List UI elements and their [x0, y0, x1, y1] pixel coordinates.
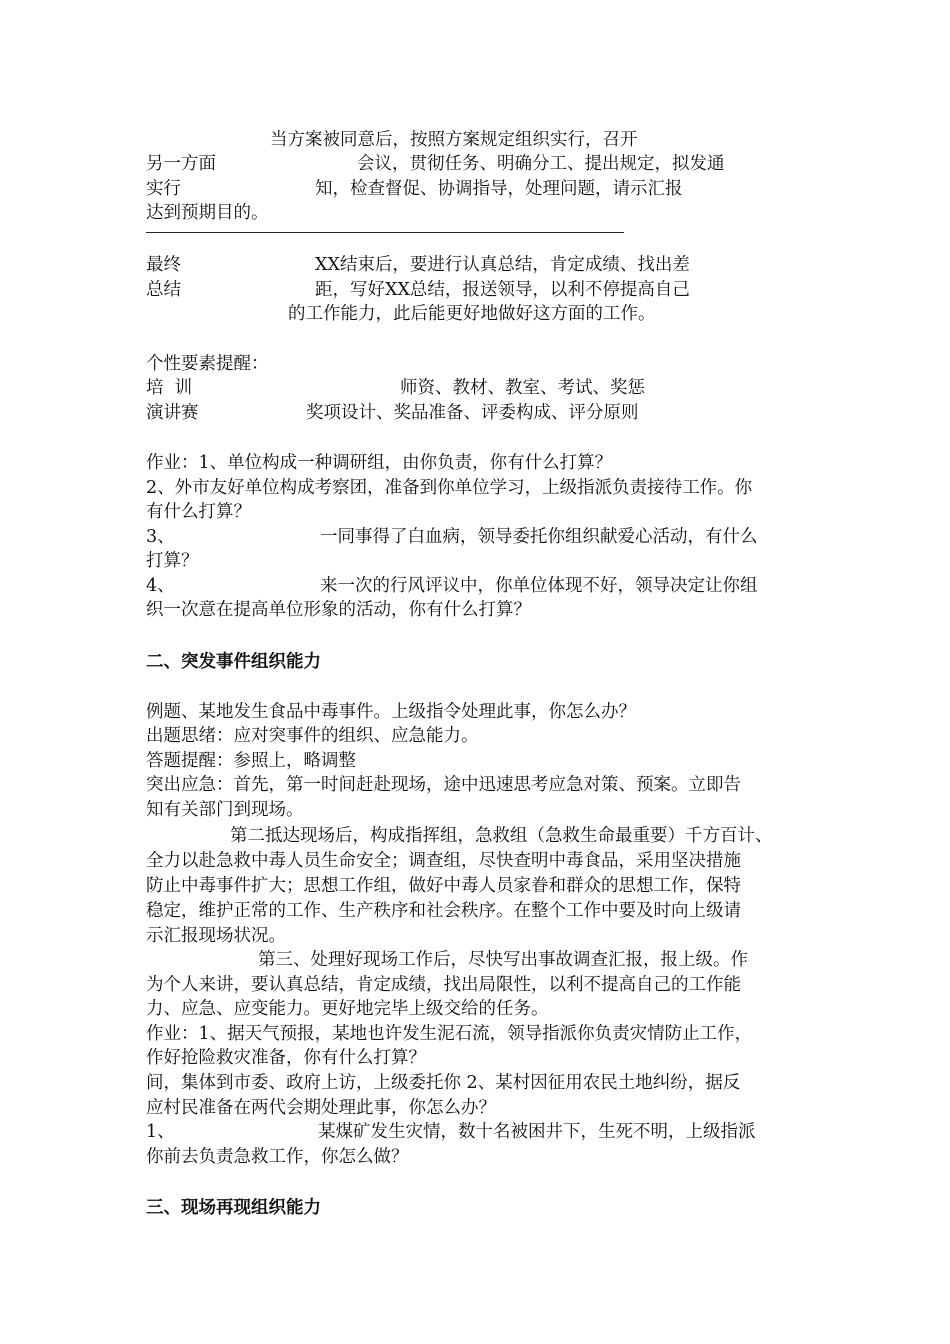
section2-line: 间，集体到市委、政府上访，上级委托你 2、某村因征用农民土地纠纷，据反: [146, 1073, 741, 1093]
section2-line: 知有关部门到现场。: [146, 800, 304, 820]
block1-left-label-3: 实行: [146, 179, 181, 199]
block1-line4: 达到预期目的。: [146, 203, 269, 223]
block1-left-label-2: 另一方面: [146, 154, 216, 174]
section2-line: 全力以赴急救中毒人员生命安全；调查组，尽快查明中毒食品，采用坚决措施: [146, 851, 741, 871]
reminder-text-training: 师资、教材、教室、考试、奖惩: [400, 378, 645, 398]
section2-line: 第二抵达现场后，构成指挥组，急救组（急救生命最重要）千方百计、: [230, 826, 773, 846]
homework1-line6: 来一次的行风评议中，你单位体现不好，领导决定让你组: [320, 576, 758, 596]
horizontal-rule: [146, 232, 624, 233]
section2-line: 答题提醒：参照上，略调整: [146, 751, 356, 771]
block2-line2: 距，写好XX总结，报送领导，以利不停提高自己: [315, 280, 690, 300]
section2-line: 出题思绪：应对突事件的组织、应急能力。: [146, 726, 479, 746]
homework1-line5: 打算？: [146, 551, 199, 571]
section2-line: 第三、处理好现场工作后，尽快写出事故调查汇报，报上级。作: [258, 950, 748, 970]
section2-line: 你前去负责急救工作，你怎么做？: [146, 1147, 409, 1167]
block1-line1: 当方案被同意后，按照方案规定组织实行，召开: [270, 130, 638, 150]
block2-line3: 的工作能力，此后能更好地做好这方面的工作。: [288, 304, 656, 324]
section2-line: 例题、某地发生食品中毒事件。上级指令处理此事，你怎么办？: [146, 702, 636, 722]
reminder-text-speech: 奖项设计、奖品准备、评委构成、评分原则: [306, 403, 639, 423]
section2-heading: 二、突发事件组织能力: [146, 652, 321, 672]
block1-line2: 会议，贯彻任务、明确分工、提出规定，拟发通: [357, 154, 725, 174]
section3-heading: 三、现场再现组织能力: [146, 1198, 321, 1218]
section2-line: 防止中毒事件扩大；思想工作组，做好中毒人员家眷和群众的思想工作，保特: [146, 876, 741, 896]
homework1-line1: 作业：1、单位构成一种调研组，由你负责，你有什么打算？: [146, 453, 613, 473]
reminder-title: 个性要素提醒：: [146, 354, 269, 374]
section2-line: 力、应急、应变能力。更好地完毕上级交给的任务。: [146, 999, 549, 1019]
section2-last-num: 1、: [146, 1122, 175, 1142]
block2-line1: XX结束后，要进行认真总结，肯定成绩、找出差: [315, 255, 690, 275]
section2-line: 作好抢险救灾准备，你有什么打算？: [146, 1048, 426, 1068]
section2-line: 示汇报现场状况。: [146, 926, 286, 946]
block2-left-label-2: 总结: [146, 280, 181, 300]
section2-line: 突出应急：首先，第一时间赶赴现场，途中迅速思考应急对策、预案。立即告: [146, 775, 741, 795]
homework1-line4: 一同事得了白血病，领导委托你组织献爱心活动，有什么: [320, 527, 758, 547]
block1-line3: 知，检查督促、协调指导，处理问题，请示汇报: [315, 179, 683, 199]
homework1-line3: 有什么打算？: [146, 502, 251, 522]
section2-line: 为个人来讲，要认真总结，肯定成绩，找出局限性，以利不提高自己的工作能: [146, 975, 741, 995]
reminder-label-training: 培 训: [146, 378, 193, 398]
section2-line: 作业：1、据天气预报，某地也许发生泥石流，领导指派你负责灾情防止工作，: [146, 1024, 753, 1044]
block2-left-label-1: 最终: [146, 255, 181, 275]
section2-line: 稳定，维护正常的工作、生产秩序和社会秩序。在整个工作中要及时向上级请: [146, 901, 741, 921]
homework1-line7: 织一次意在提高单位形象的活动，你有什么打算？: [146, 600, 531, 620]
section2-line: 某煤矿发生灾情，数十名被困井下，生死不明，上级指派: [318, 1122, 756, 1142]
homework1-num3: 3、: [146, 527, 175, 547]
homework1-line2: 2、外市友好单位构成考察团，准备到你单位学习，上级指派负责接待工作。你: [146, 478, 753, 498]
section2-line: 应村民准备在两代会期处理此事，你怎么办？: [146, 1098, 496, 1118]
reminder-label-speech: 演讲赛: [146, 403, 199, 423]
homework1-num4: 4、: [146, 576, 175, 596]
